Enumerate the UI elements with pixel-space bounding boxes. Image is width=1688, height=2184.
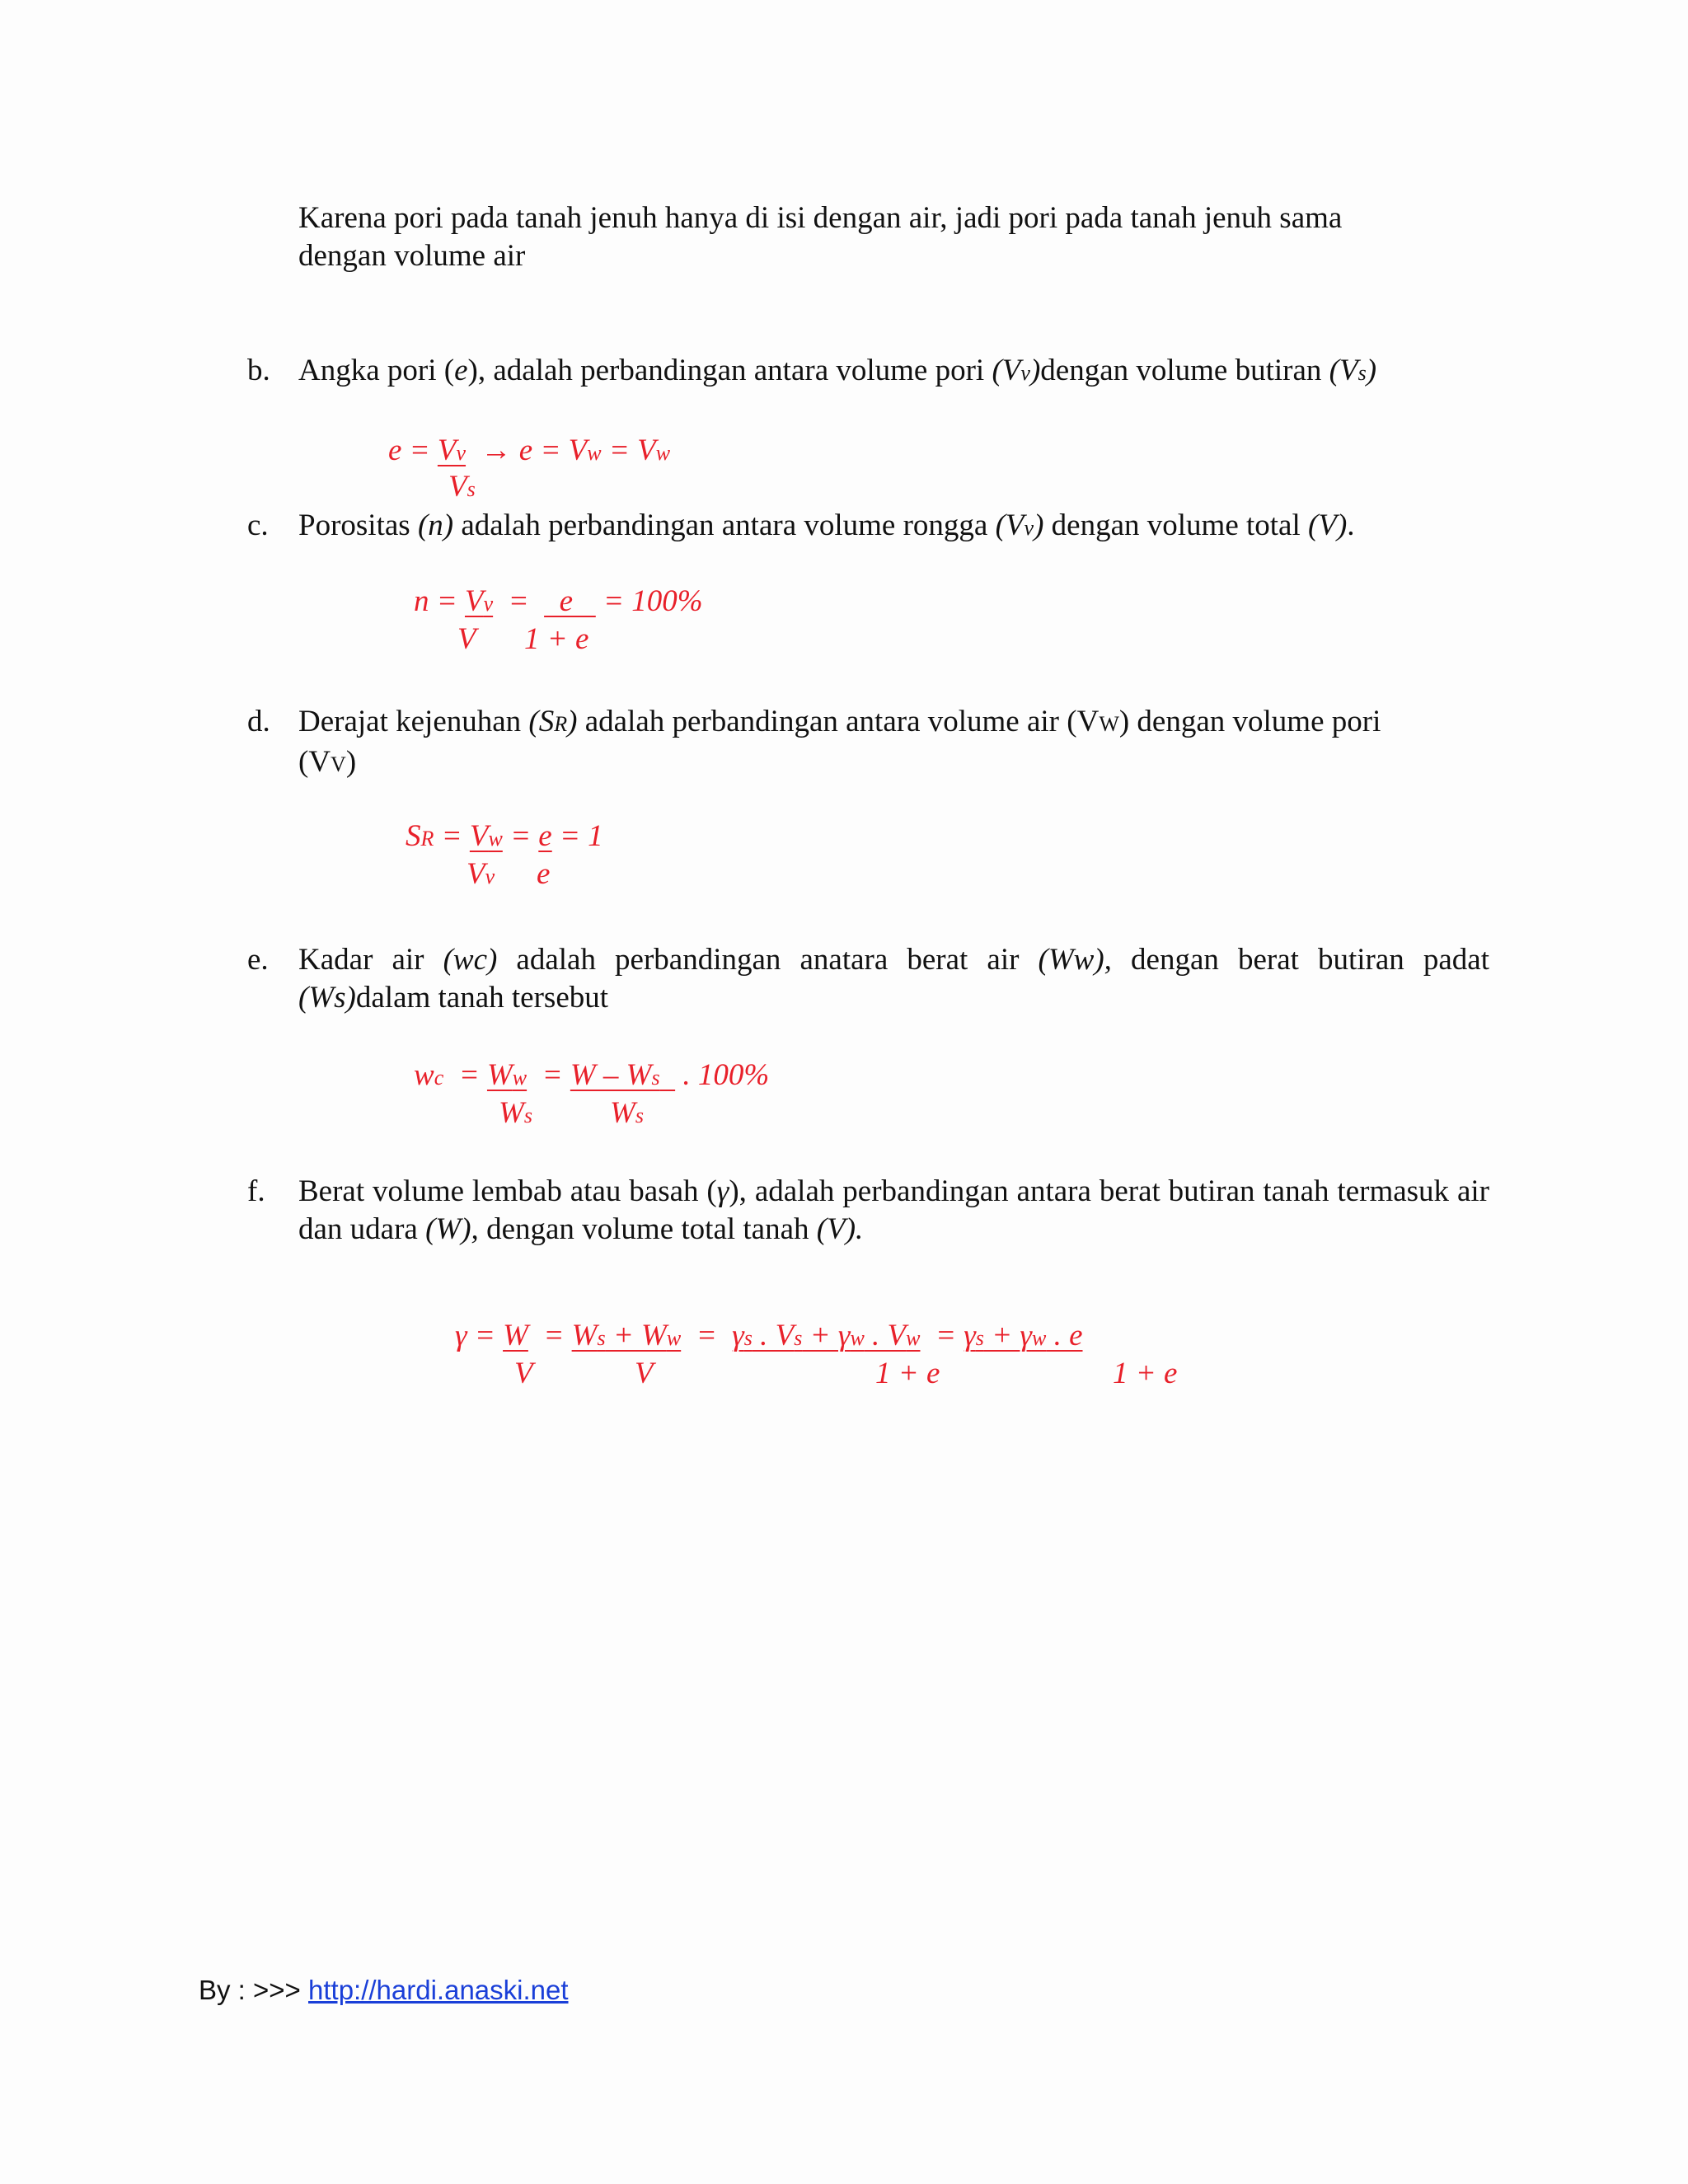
item-d-marker: d. — [247, 705, 270, 738]
item-e-text: Kadar air (wc) adalah perbandingan anatara berat air (Ww), dengan berat butiran padat (Ws)dalam tanah tersebut — [298, 943, 1489, 1015]
item-f-text: Berat volume lembab atau basah (γ), adalah perbandingan antara berat butiran tanah termasuk air dan udara (W), dengan volume total tanah (V). — [298, 1174, 1489, 1246]
formula-e-den-2: Ws — [610, 1096, 644, 1130]
item-e-marker: e. — [247, 943, 269, 977]
footer — [199, 1975, 569, 2006]
item-d-text: Derajat kejenuhan (SR) adalah perbandingan antara volume air (VW) dengan volume pori (VV) — [298, 705, 1381, 779]
formula-d-den-1: Vv — [467, 857, 495, 891]
formula-c-den-1: V — [457, 622, 476, 656]
intro-paragraph — [298, 199, 1493, 275]
formula-d-top: SR = Vw = e = 1 — [406, 819, 603, 853]
formula-d-den-2: e — [537, 857, 551, 891]
formula-f-den-2: V — [635, 1357, 654, 1390]
formula-f-den-4: 1 + e — [1113, 1357, 1178, 1390]
item-b-text: Angka pori (e), adalah perbandingan antara volume pori (Vv)dengan volume butiran (Vs) — [298, 354, 1377, 387]
formula-f-den-1: V — [514, 1357, 533, 1390]
item-b-marker: b. — [247, 354, 270, 387]
formula-e-den-1: Ws — [499, 1096, 532, 1130]
footer-link[interactable]: http://hardi.anaski.net — [308, 1975, 569, 2005]
formula-b-top: e = Vv → e = Vw = Vw — [388, 434, 671, 467]
formula-e-top: wc = Ww = W – Ws . 100% — [414, 1058, 770, 1092]
item-c-marker: c. — [247, 509, 269, 542]
item-c-text: Porositas (n) adalah perbandingan antara volume rongga (Vv) dengan volume total (V). — [298, 509, 1355, 542]
item-f-marker: f. — [247, 1174, 265, 1208]
formula-f-den-3: 1 + e — [875, 1357, 940, 1390]
formula-c-den-2: 1 + e — [524, 622, 589, 656]
footer-prefix: By : >>> — [199, 1975, 308, 2005]
formula-f-top: γ = W = Ws + Ww = γs . Vs + γw . Vw = γs + γw . e — [455, 1319, 1083, 1352]
formula-c-top: n = Vv = e = 100% — [414, 584, 703, 618]
intro-line-2: dengan volume air — [298, 239, 526, 273]
formula-b-denominator: Vs — [448, 470, 476, 504]
intro-line-1: Karena pori pada tanah jenuh hanya di isi dengan air, jadi pori pada tanah jenuh sama — [298, 201, 1343, 235]
